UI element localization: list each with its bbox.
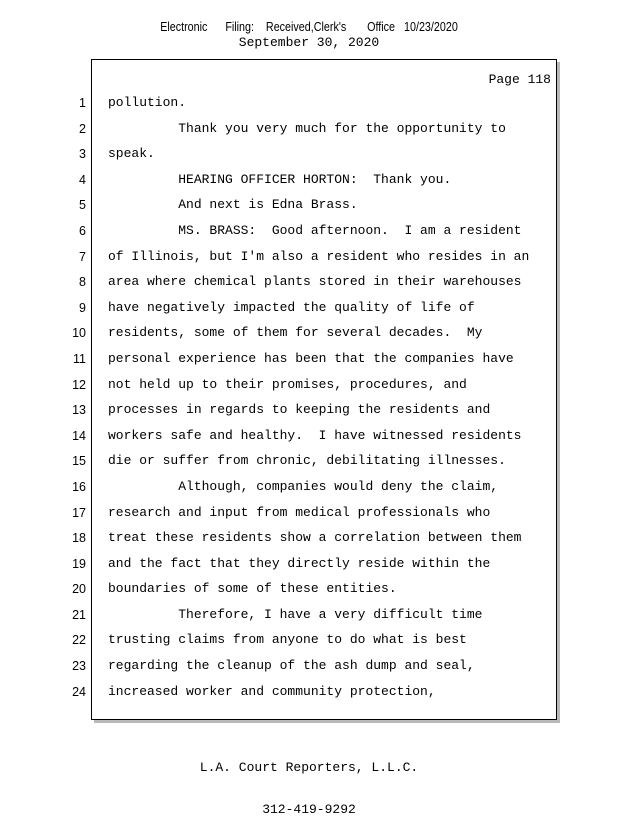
line-number: 5 — [79, 198, 86, 213]
filing-stamp: Electronic Filing: Received,Clerk's Office 10/23/2020 — [160, 20, 458, 34]
transcript-line: workers safe and healthy. I have witnessed residents — [108, 427, 522, 443]
transcript-line: have negatively impacted the quality of life of — [108, 299, 475, 315]
transcript-line: Thank you very much for the opportunity to — [108, 120, 506, 136]
line-number: 23 — [72, 659, 86, 674]
line-number: 24 — [72, 684, 86, 699]
transcript-line: MS. BRASS: Good afternoon. I am a resident — [108, 222, 522, 238]
transcript-line: And next is Edna Brass. — [108, 197, 358, 213]
line-number: 6 — [79, 223, 86, 238]
line-number-column — [58, 95, 86, 709]
transcript-line: trusting claims from anyone to do what is best — [108, 632, 467, 648]
line-number: 12 — [72, 377, 86, 392]
transcript-line: area where chemical plants stored in their warehouses — [108, 274, 522, 290]
page-number: Page 118 — [488, 72, 551, 87]
line-number: 3 — [79, 147, 86, 162]
line-number: 4 — [79, 172, 86, 187]
transcript-line: treat these residents show a correlation between them — [108, 530, 522, 546]
line-number: 16 — [72, 479, 86, 494]
line-number: 11 — [73, 351, 86, 366]
transcript-line: research and input from medical professionals who — [108, 504, 491, 520]
line-number: 13 — [72, 403, 86, 418]
transcript-line: processes in regards to keeping the residents and — [108, 402, 491, 418]
transcript-date: September 30, 2020 — [238, 35, 380, 50]
line-number: 14 — [72, 428, 86, 443]
transcript-line: of Illinois, but I'm also a resident who resides in an — [108, 248, 530, 264]
line-number: 21 — [72, 607, 86, 622]
transcript-line: die or suffer from chronic, debilitating illnesses. — [108, 453, 506, 469]
transcript-line: not held up to their promises, procedures, and — [108, 376, 467, 392]
transcript-line: HEARING OFFICER HORTON: Thank you. — [108, 171, 452, 187]
footer — [0, 733, 618, 831]
transcript-line: increased worker and community protection, — [108, 683, 436, 699]
line-number: 7 — [79, 249, 86, 264]
line-number: 20 — [72, 582, 86, 597]
line-number: 17 — [72, 505, 86, 520]
transcript-line: residents, some of them for several decades. My — [108, 325, 483, 341]
transcript-line: Although, companies would deny the claim, — [108, 478, 499, 494]
transcript-line: Therefore, I have a very difficult time — [108, 606, 483, 622]
line-number: 22 — [72, 633, 86, 648]
transcript-line: pollution. — [108, 95, 187, 110]
line-number: 10 — [72, 326, 86, 341]
reporter-company: L.A. Court Reporters, L.L.C. — [199, 760, 419, 775]
line-number: 8 — [79, 275, 86, 290]
line-number: 9 — [79, 300, 86, 315]
line-number: 2 — [79, 121, 86, 136]
transcript-line: regarding the cleanup of the ash dump and seal, — [108, 658, 475, 674]
line-number: 18 — [72, 531, 86, 546]
line-number: 15 — [72, 454, 86, 469]
transcript-line: personal experience has been that the companies have — [108, 350, 514, 366]
transcript-line: speak. — [108, 146, 155, 162]
line-number: 1 — [79, 96, 86, 110]
line-number: 19 — [72, 556, 86, 571]
transcript-text — [108, 95, 553, 709]
transcript-line: and the fact that they directly reside within the — [108, 555, 491, 571]
transcript-line: boundaries of some of these entities. — [108, 581, 397, 597]
reporter-phone: 312-419-9292 — [262, 802, 356, 817]
